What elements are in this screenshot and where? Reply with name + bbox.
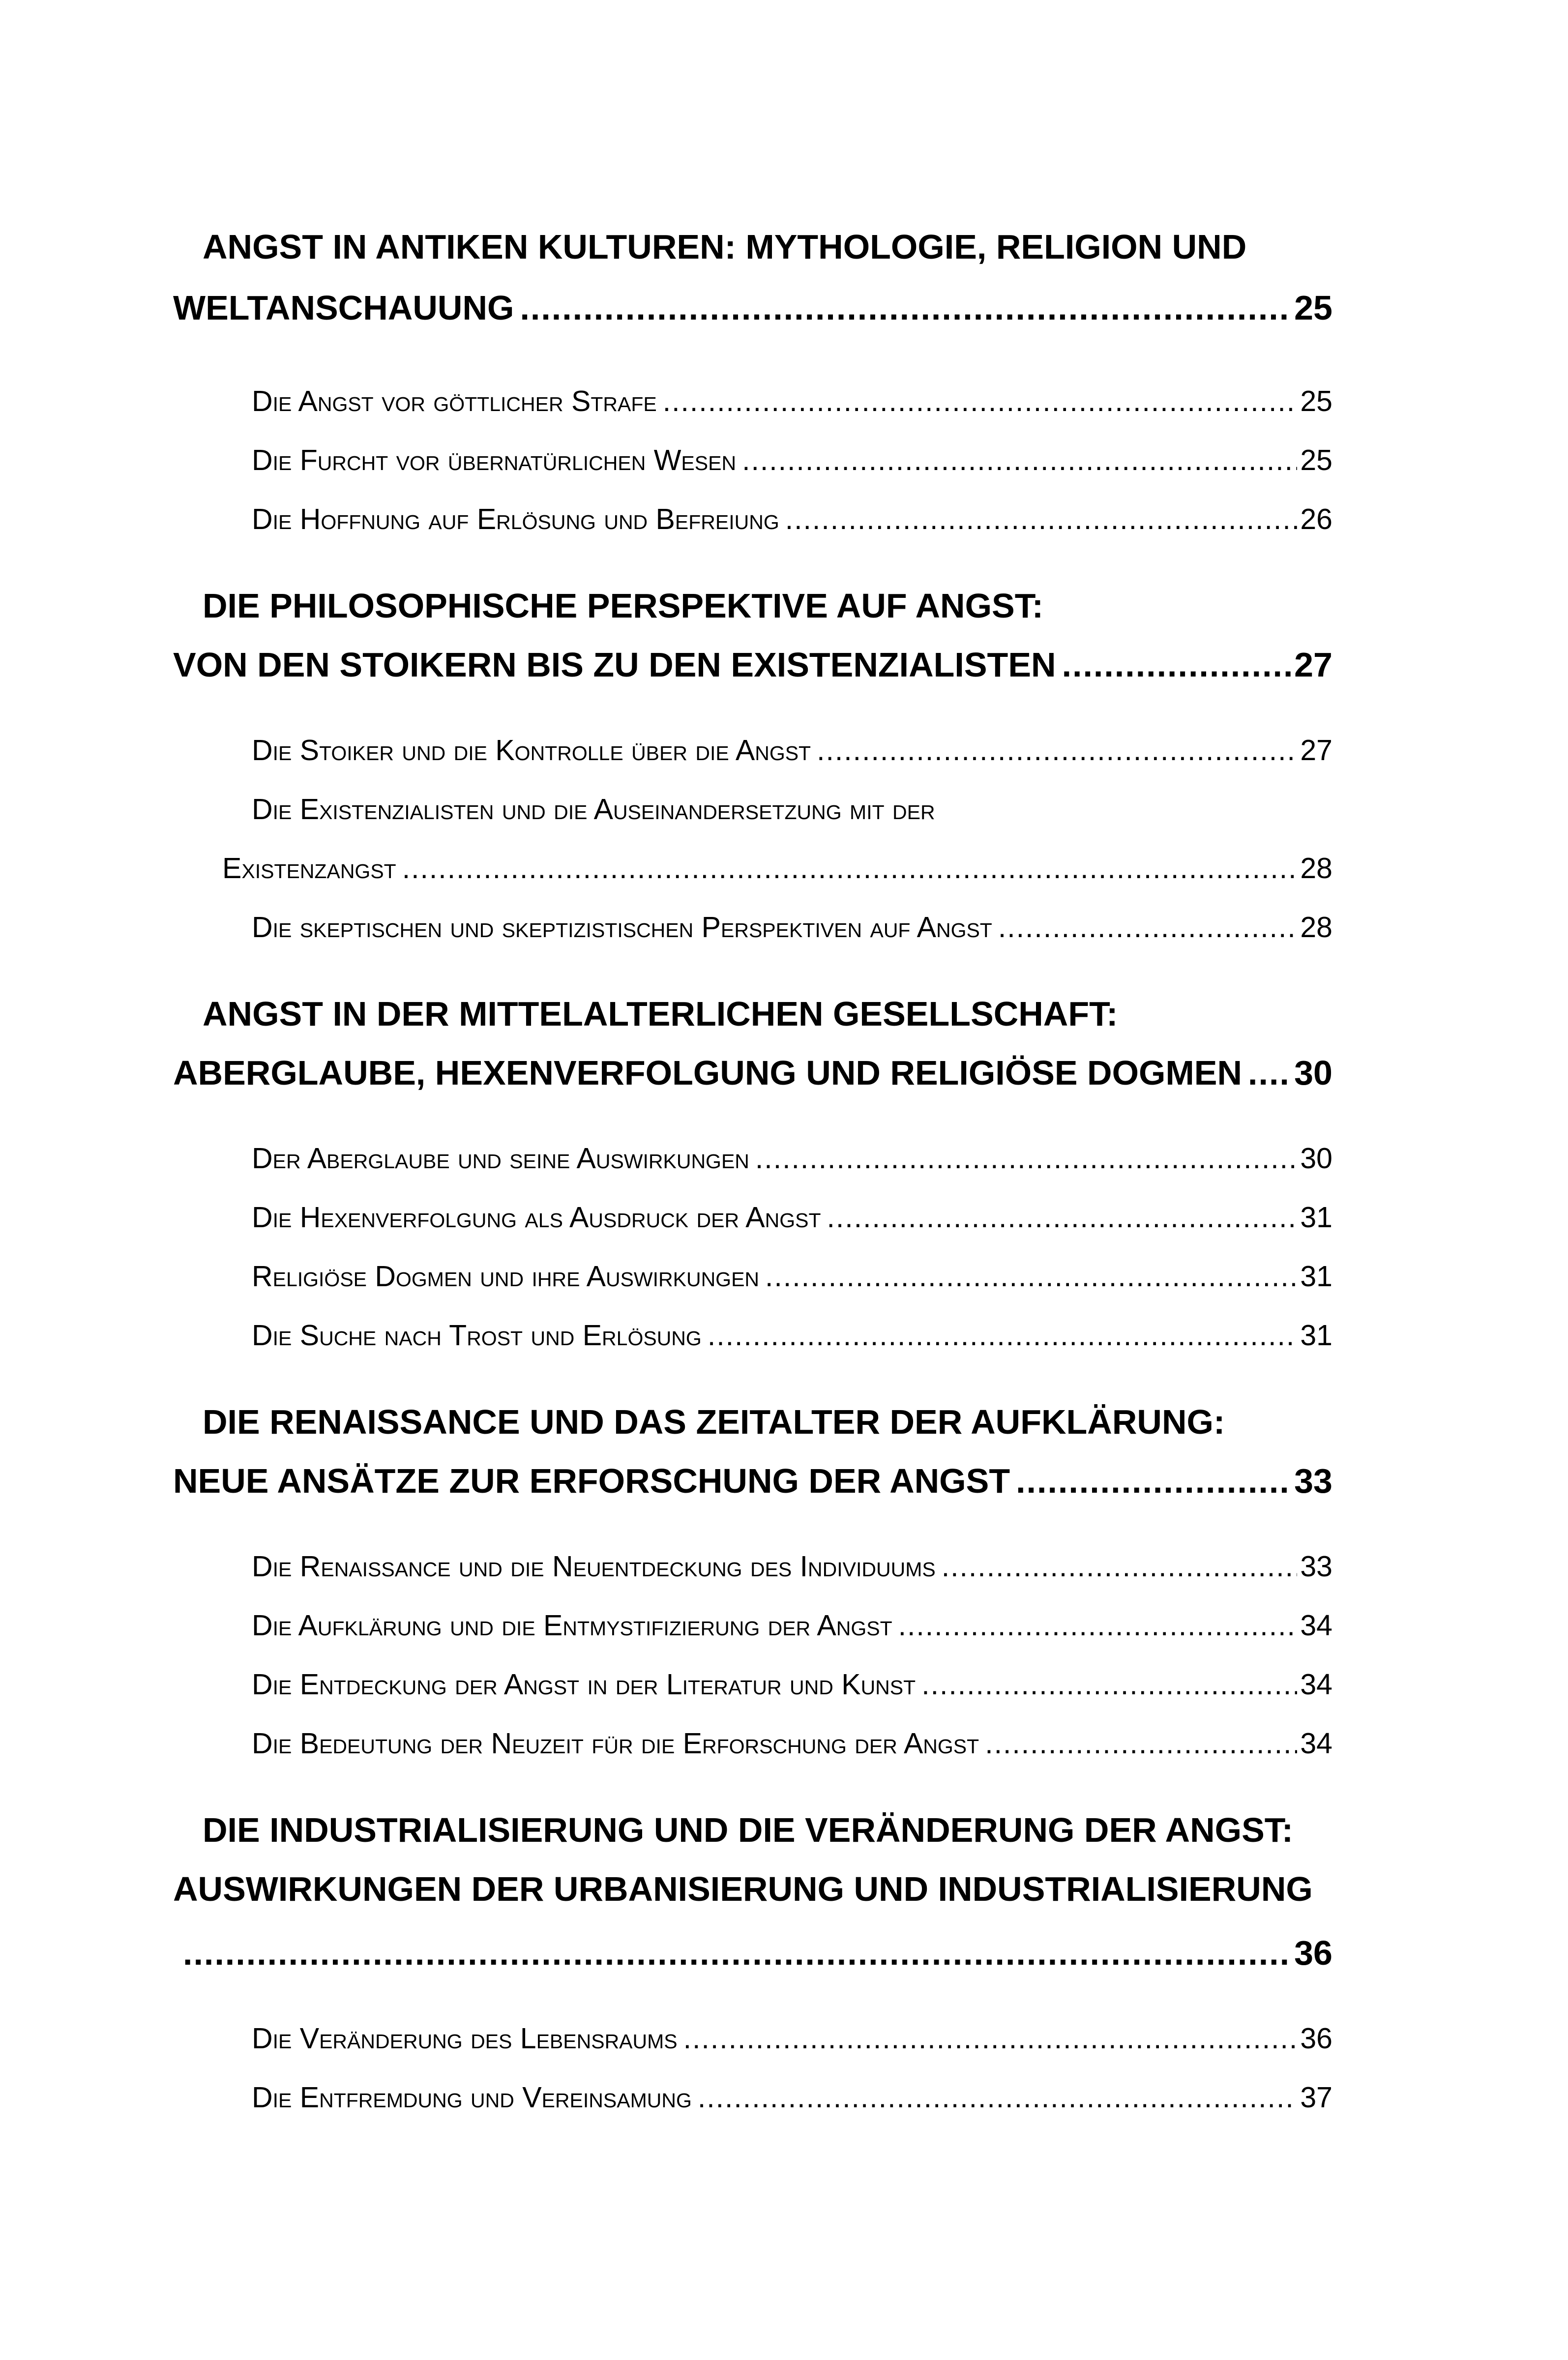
dot-leader <box>742 443 1297 477</box>
page-number: 36 <box>1300 2022 1332 2055</box>
toc-chapter-entry[interactable] <box>173 1461 1332 1501</box>
dot-leader <box>402 852 1298 885</box>
section-title: Die Veränderung des Lebensraums <box>252 2022 678 2055</box>
page-number: 27 <box>1294 646 1332 684</box>
page-number: 34 <box>1300 1609 1332 1642</box>
section-title: Die Entdeckung der Angst in der Literatur und Kunst <box>252 1668 916 1701</box>
page-number: 31 <box>1300 1319 1332 1352</box>
toc-section-entry[interactable] <box>252 1201 1332 1234</box>
page-number: 34 <box>1300 1668 1332 1701</box>
dot-leader <box>663 384 1298 418</box>
dot-leader <box>698 2081 1298 2114</box>
dot-leader <box>921 1668 1297 1701</box>
section-title: Die Suche nach Trost und Erlösung <box>252 1319 702 1352</box>
dot-leader <box>183 1933 1291 1973</box>
section-title: Die Furcht vor übernatürlichen Wesen <box>252 444 737 476</box>
section-title: Die Stoiker und die Kontrolle über die Angst <box>252 734 811 767</box>
chapter-title-line: ABERGLAUBE, HEXENVERFOLGUNG UND RELIGIÖSE DOGMEN <box>173 1054 1243 1092</box>
page-number: 25 <box>1300 444 1332 476</box>
dot-leader <box>1062 645 1292 684</box>
toc-section-entry[interactable] <box>252 1550 1332 1583</box>
dot-leader <box>985 1727 1297 1760</box>
page-number: 34 <box>1300 1727 1332 1760</box>
dot-leader <box>898 1609 1298 1642</box>
dot-leader <box>683 2022 1298 2055</box>
section-title: Der Aberglaube und seine Auswirkungen <box>252 1142 749 1175</box>
dot-leader <box>942 1550 1298 1583</box>
toc-section-entry[interactable] <box>252 1260 1332 1293</box>
chapter-title-line: DIE PHILOSOPHISCHE PERSPEKTIVE AUF ANGST: <box>203 587 1044 625</box>
chapter-title-line: NEUE ANSÄTZE ZUR ERFORSCHUNG DER ANGST <box>173 1462 1010 1500</box>
page-number: 33 <box>1294 1462 1332 1500</box>
page-number: 28 <box>1300 911 1332 944</box>
dot-leader <box>520 288 1291 327</box>
toc-section-entry[interactable] <box>252 384 1332 418</box>
chapter-title-line: ANGST IN ANTIKEN KULTUREN: MYTHOLOGIE, RELIGION UND <box>203 228 1247 266</box>
toc-section-entry[interactable] <box>252 502 1332 536</box>
toc-section-entry[interactable] <box>252 734 1332 767</box>
toc-section-entry[interactable] <box>252 2081 1332 2114</box>
page-number: 31 <box>1300 1260 1332 1293</box>
dot-leader <box>817 734 1297 767</box>
toc-chapter-entry[interactable] <box>173 288 1332 327</box>
toc-section-entry[interactable] <box>252 443 1332 477</box>
dot-leader <box>785 502 1298 536</box>
toc-chapter-entry[interactable] <box>183 1933 1332 1973</box>
toc-section-entry[interactable] <box>252 1142 1332 1175</box>
section-title-line: Die Existenzialisten und die Auseinandersetzung mit der <box>252 793 935 826</box>
toc-chapter-entry[interactable] <box>173 645 1332 684</box>
toc-section-entry[interactable] <box>252 1609 1332 1642</box>
toc-section-entry[interactable] <box>222 852 1332 885</box>
dot-leader <box>998 911 1298 944</box>
toc-section-entry[interactable] <box>252 1727 1332 1760</box>
chapter-title-line: DIE RENAISSANCE UND DAS ZEITALTER DER AUFKLÄRUNG: <box>203 1403 1225 1441</box>
chapter-title-line: ANGST IN DER MITTELALTERLICHEN GESELLSCHAFT: <box>203 995 1118 1033</box>
dot-leader <box>765 1260 1297 1293</box>
page-number: 27 <box>1300 734 1332 767</box>
dot-leader <box>708 1319 1298 1352</box>
page-number: 30 <box>1300 1142 1332 1175</box>
chapter-title-line: WELTANSCHAUUNG <box>173 289 514 327</box>
toc-section-entry[interactable] <box>252 911 1332 944</box>
chapter-title-line: AUSWIRKUNGEN DER URBANISIERUNG UND INDUSTRIALISIERUNG <box>173 1870 1313 1908</box>
section-title: Die Bedeutung der Neuzeit für die Erforschung der Angst <box>252 1727 979 1760</box>
page-number: 26 <box>1300 503 1332 535</box>
page-number: 25 <box>1300 385 1332 417</box>
toc-chapter-entry[interactable] <box>173 1053 1332 1092</box>
page-number: 28 <box>1300 852 1332 885</box>
dot-leader <box>1248 1053 1291 1092</box>
toc-section-entry[interactable] <box>252 1668 1332 1701</box>
section-title: Die Entfremdung und Vereinsamung <box>252 2081 692 2114</box>
page-number: 33 <box>1300 1550 1332 1583</box>
chapter-title-line: DIE INDUSTRIALISIERUNG UND DIE VERÄNDERUNG DER ANGST: <box>203 1811 1294 1849</box>
page-number: 31 <box>1300 1201 1332 1234</box>
page-number: 25 <box>1294 289 1332 327</box>
page-number: 30 <box>1294 1054 1332 1092</box>
section-title: Die Hexenverfolgung als Ausdruck der Angst <box>252 1201 821 1234</box>
section-title: Die Renaissance und die Neuentdeckung des Individuums <box>252 1550 936 1583</box>
section-title: Die Angst vor göttlicher Strafe <box>252 385 657 417</box>
section-title: Die Aufklärung und die Entmystifizierung der Angst <box>252 1609 892 1642</box>
section-title: Die skeptischen und skeptizistischen Perspektiven auf Angst <box>252 911 992 944</box>
dot-leader <box>1016 1461 1291 1501</box>
dot-leader <box>827 1201 1298 1234</box>
dot-leader <box>755 1142 1297 1175</box>
page-number: 36 <box>1294 1934 1332 1972</box>
chapter-title-line: VON DEN STOIKERN BIS ZU DEN EXISTENZIALISTEN <box>173 646 1056 684</box>
section-title-line: Existenzangst <box>222 852 396 885</box>
section-title: Die Hoffnung auf Erlösung und Befreiung <box>252 503 779 535</box>
section-title: Religiöse Dogmen und ihre Auswirkungen <box>252 1260 760 1293</box>
toc-section-entry[interactable] <box>252 1319 1332 1352</box>
page-number: 37 <box>1300 2081 1332 2114</box>
toc-section-entry[interactable] <box>252 2022 1332 2055</box>
